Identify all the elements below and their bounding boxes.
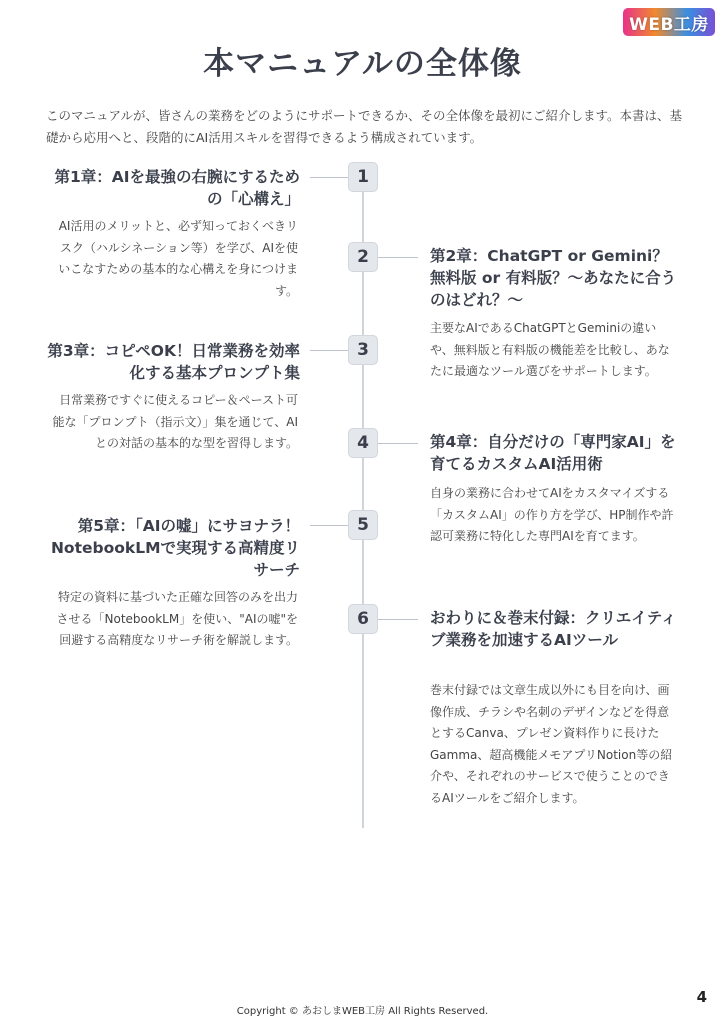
chapter-badge-2: 2: [348, 242, 378, 272]
chapter-badge-5: 5: [348, 510, 378, 540]
chapter-title-3: 第3章：コピペOK！日常業務を効率化する基本プロンプト集: [47, 342, 300, 382]
chapter-body-3: 日常業務ですぐに使えるコピー＆ペースト可能な「プロンプト（指示文）」集を通じて、AIとの対話の基本的な型を習得します。: [52, 393, 298, 450]
connector-4: [378, 443, 418, 444]
chapter-title-4: 第4章：自分だけの「専門家AI」を育てるカスタムAI活用術: [430, 433, 676, 473]
chapter-body-5: 特定の資料に基づいた正確な回答のみを出力させる「NotebookLM」を使い、"AIの嘘"を回避する高精度なリサーチ術を解説します。: [56, 590, 298, 647]
chapter-title-6: おわりに＆巻末付録：クリエイティブ業務を加速するAIツール: [430, 609, 677, 649]
connector-2: [378, 257, 418, 258]
copyright-footer: Copyright © あおしまWEB工房 All Rights Reserved.: [236, 1006, 489, 1017]
chapter-badge-3: 3: [348, 335, 378, 365]
connector-3: [310, 350, 348, 351]
chapter-badge-6: 6: [348, 604, 378, 634]
timeline-line: [362, 178, 364, 828]
chapter-body-6: 巻末付録では文章生成以外にも目を向け、画像作成、チラシや名刺のデザインなどを得意とするCanva、プレゼン資料作りに長けたGamma、超高機能メモアプリNotion等の紹介や、それぞれのサービスで使うことのできるAIツールをご紹介します。: [430, 683, 673, 805]
chapter-body-4: 自身の業務に合わせてAIをカスタマイズする「カスタムAI」の作り方を学び、HP制作や許認可業務に特化した専門AIを育てます。: [430, 486, 674, 543]
chapter-body-1: AI活用のメリットと、必ず知っておくべきリスク（ハルシネーション等）を学び、AIを使いこなすための基本的な心構えを身につけます。: [58, 219, 298, 298]
connector-5: [310, 525, 348, 526]
brand-logo: [623, 8, 715, 36]
chapter-body-2: 主要なAIであるChatGPTとGeminiの違いや、無料版と有料版の機能差を比較し、あなたに最適なツール選びをサポートします。: [430, 321, 670, 378]
chapter-title-5: 第5章：「AIの嘘」にサヨナラ！NotebookLMで実現する高精度リサーチ: [50, 517, 300, 579]
page-title: 本マニュアルの全体像: [203, 46, 522, 82]
page-number: 4: [696, 988, 707, 1006]
chapter-title-2: 第2章：ChatGPT or Gemini？無料版 or 有料版？〜あなたに合うのはどれ？〜: [430, 247, 677, 309]
chapter-badge-1: 1: [348, 162, 378, 192]
intro-paragraph: このマニュアルが、皆さんの業務をどのようにサポートできるか、その全体像を最初にご紹介します。本書は、基礎から応用へと、段階的にAI活用スキルを習得できるよう構成されています。: [46, 108, 683, 145]
connector-1: [310, 177, 348, 178]
chapter-badge-4: 4: [348, 428, 378, 458]
chapter-title-1: 第1章：AIを最強の右腕にするための「心構え」: [54, 168, 300, 208]
connector-6: [378, 619, 418, 620]
logo-text: WEB工房: [629, 14, 709, 35]
